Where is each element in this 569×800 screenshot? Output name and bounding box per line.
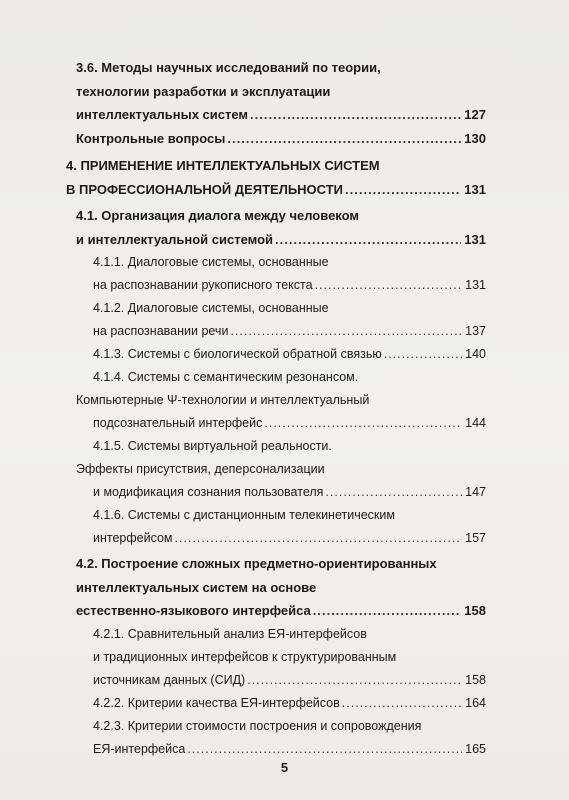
toc-entry-3-6[interactable]	[76, 56, 486, 127]
toc-page-number: 130	[464, 130, 486, 146]
toc-entry-text: и традиционных интерфейсов к структурированным	[93, 649, 397, 664]
toc-entry-text: естественно-языкового интерфейса	[76, 603, 311, 618]
toc-entry-text: 4.1.1. Диалоговые системы, основанные	[93, 255, 329, 269]
toc-entry-4-1-5[interactable]	[76, 435, 486, 504]
toc-entry-text: 4.2. Построение сложных предметно-ориентированных	[76, 556, 437, 571]
toc-entry-text: технологии разработки и эксплуатации	[76, 83, 331, 99]
toc-page-number: 165	[465, 741, 486, 756]
toc-page-number: 157	[465, 531, 486, 545]
leader-dots	[264, 412, 462, 435]
toc-entry-4-1-1[interactable]	[93, 251, 486, 297]
toc-entry-4-1[interactable]	[76, 204, 486, 251]
toc-entry-text: 4.1.6. Системы с дистанционным телекинетическим	[93, 508, 395, 522]
toc-page-number: 127	[464, 107, 486, 122]
leader-dots	[227, 127, 461, 151]
toc-page-number: 137	[465, 324, 486, 338]
toc-entry-text: 4.1.4. Системы с семантическим резонансом.	[93, 370, 359, 384]
toc-entry-text: Эффекты присутствия, деперсонализации	[76, 462, 325, 476]
leader-dots	[315, 274, 463, 297]
leader-dots	[342, 692, 462, 715]
toc-entry-4-1-6[interactable]	[93, 504, 486, 550]
toc-entry-text: интеллектуальных систем на основе	[76, 579, 317, 595]
toc-entry-4-1-2[interactable]	[93, 297, 486, 343]
toc-entry-text: 4.1. Организация диалога между человеком	[76, 208, 360, 223]
toc-entry-text: В ПРОФЕССИОНАЛЬНОЙ ДЕЯТЕЛЬНОСТИ	[66, 181, 344, 197]
toc-page-number: 131	[464, 231, 486, 247]
toc-entry-text: 3.6. Методы научных исследований по теории,	[76, 60, 381, 75]
toc-entry-text: интеллектуальных систем	[76, 107, 249, 122]
toc-page-number: 131	[465, 278, 486, 292]
leader-dots	[250, 103, 461, 127]
toc-entry-text: на распознавании рукописного текста	[93, 278, 313, 292]
toc-entry-text: ЕЯ-интерфейса	[93, 741, 186, 756]
toc-entry-text: Контрольные вопросы	[76, 130, 226, 146]
leader-dots	[313, 599, 462, 623]
toc-entry-text: и интеллектуальной системой	[76, 231, 274, 247]
toc-entry-text: подсознательный интерфейс	[93, 416, 263, 430]
toc-entry-text: на распознавании речи	[93, 324, 229, 338]
toc-entry-text: 4.1.3. Системы с биологической обратной связью	[93, 347, 382, 361]
toc-entry-4-2[interactable]	[76, 552, 486, 623]
toc-page-number: 164	[465, 695, 486, 710]
toc-page-number: 147	[465, 485, 486, 499]
toc-entry-4-1-3[interactable]	[93, 343, 486, 366]
toc-entry-text: интерфейсом	[93, 531, 173, 545]
toc-entry-4-2-2[interactable]	[93, 692, 486, 715]
toc-entry-text: и модификация сознания пользователя	[93, 485, 324, 499]
leader-dots	[230, 320, 462, 343]
toc-entry-text: 4.2.1. Сравнительный анализ ЕЯ-интерфейсов	[93, 626, 367, 641]
leader-dots	[247, 669, 462, 692]
toc-entry-text: 4. ПРИМЕНЕНИЕ ИНТЕЛЛЕКТУАЛЬНЫХ СИСТЕМ	[66, 158, 380, 173]
toc-entry-text: 4.1.2. Диалоговые системы, основанные	[93, 301, 329, 315]
leader-dots	[187, 738, 462, 761]
toc-entry-4-2-1[interactable]	[93, 623, 486, 692]
leader-dots	[345, 178, 461, 202]
leader-dots	[175, 527, 463, 550]
toc-page-number: 158	[464, 603, 486, 618]
toc-page-number: 158	[465, 672, 486, 687]
toc-entry-control-questions[interactable]	[76, 127, 486, 151]
toc-entry-4-2-3[interactable]	[93, 715, 486, 761]
toc-page-number: 131	[464, 181, 486, 197]
page-number: 5	[280, 760, 289, 775]
toc-entry-4-1-4[interactable]	[76, 366, 486, 435]
leader-dots	[384, 343, 462, 366]
toc-entry-text: 4.1.5. Системы виртуальной реальности.	[93, 439, 332, 453]
toc-entry-text: 4.2.3. Критерии стоимости построения и сопровождения	[93, 718, 422, 733]
toc-page-number: 144	[465, 416, 486, 430]
leader-dots	[325, 481, 462, 504]
toc-page-number: 140	[465, 347, 486, 361]
table-of-contents	[66, 56, 486, 761]
toc-entry-text: Компьютерные Ψ-технологии и интеллектуальный	[76, 393, 370, 407]
toc-entry-chapter-4[interactable]	[66, 154, 486, 201]
toc-entry-text: 4.2.2. Критерии качества ЕЯ-интерфейсов	[93, 695, 340, 710]
toc-entry-text: источникам данных (СИД)	[93, 672, 246, 687]
leader-dots	[275, 228, 461, 252]
